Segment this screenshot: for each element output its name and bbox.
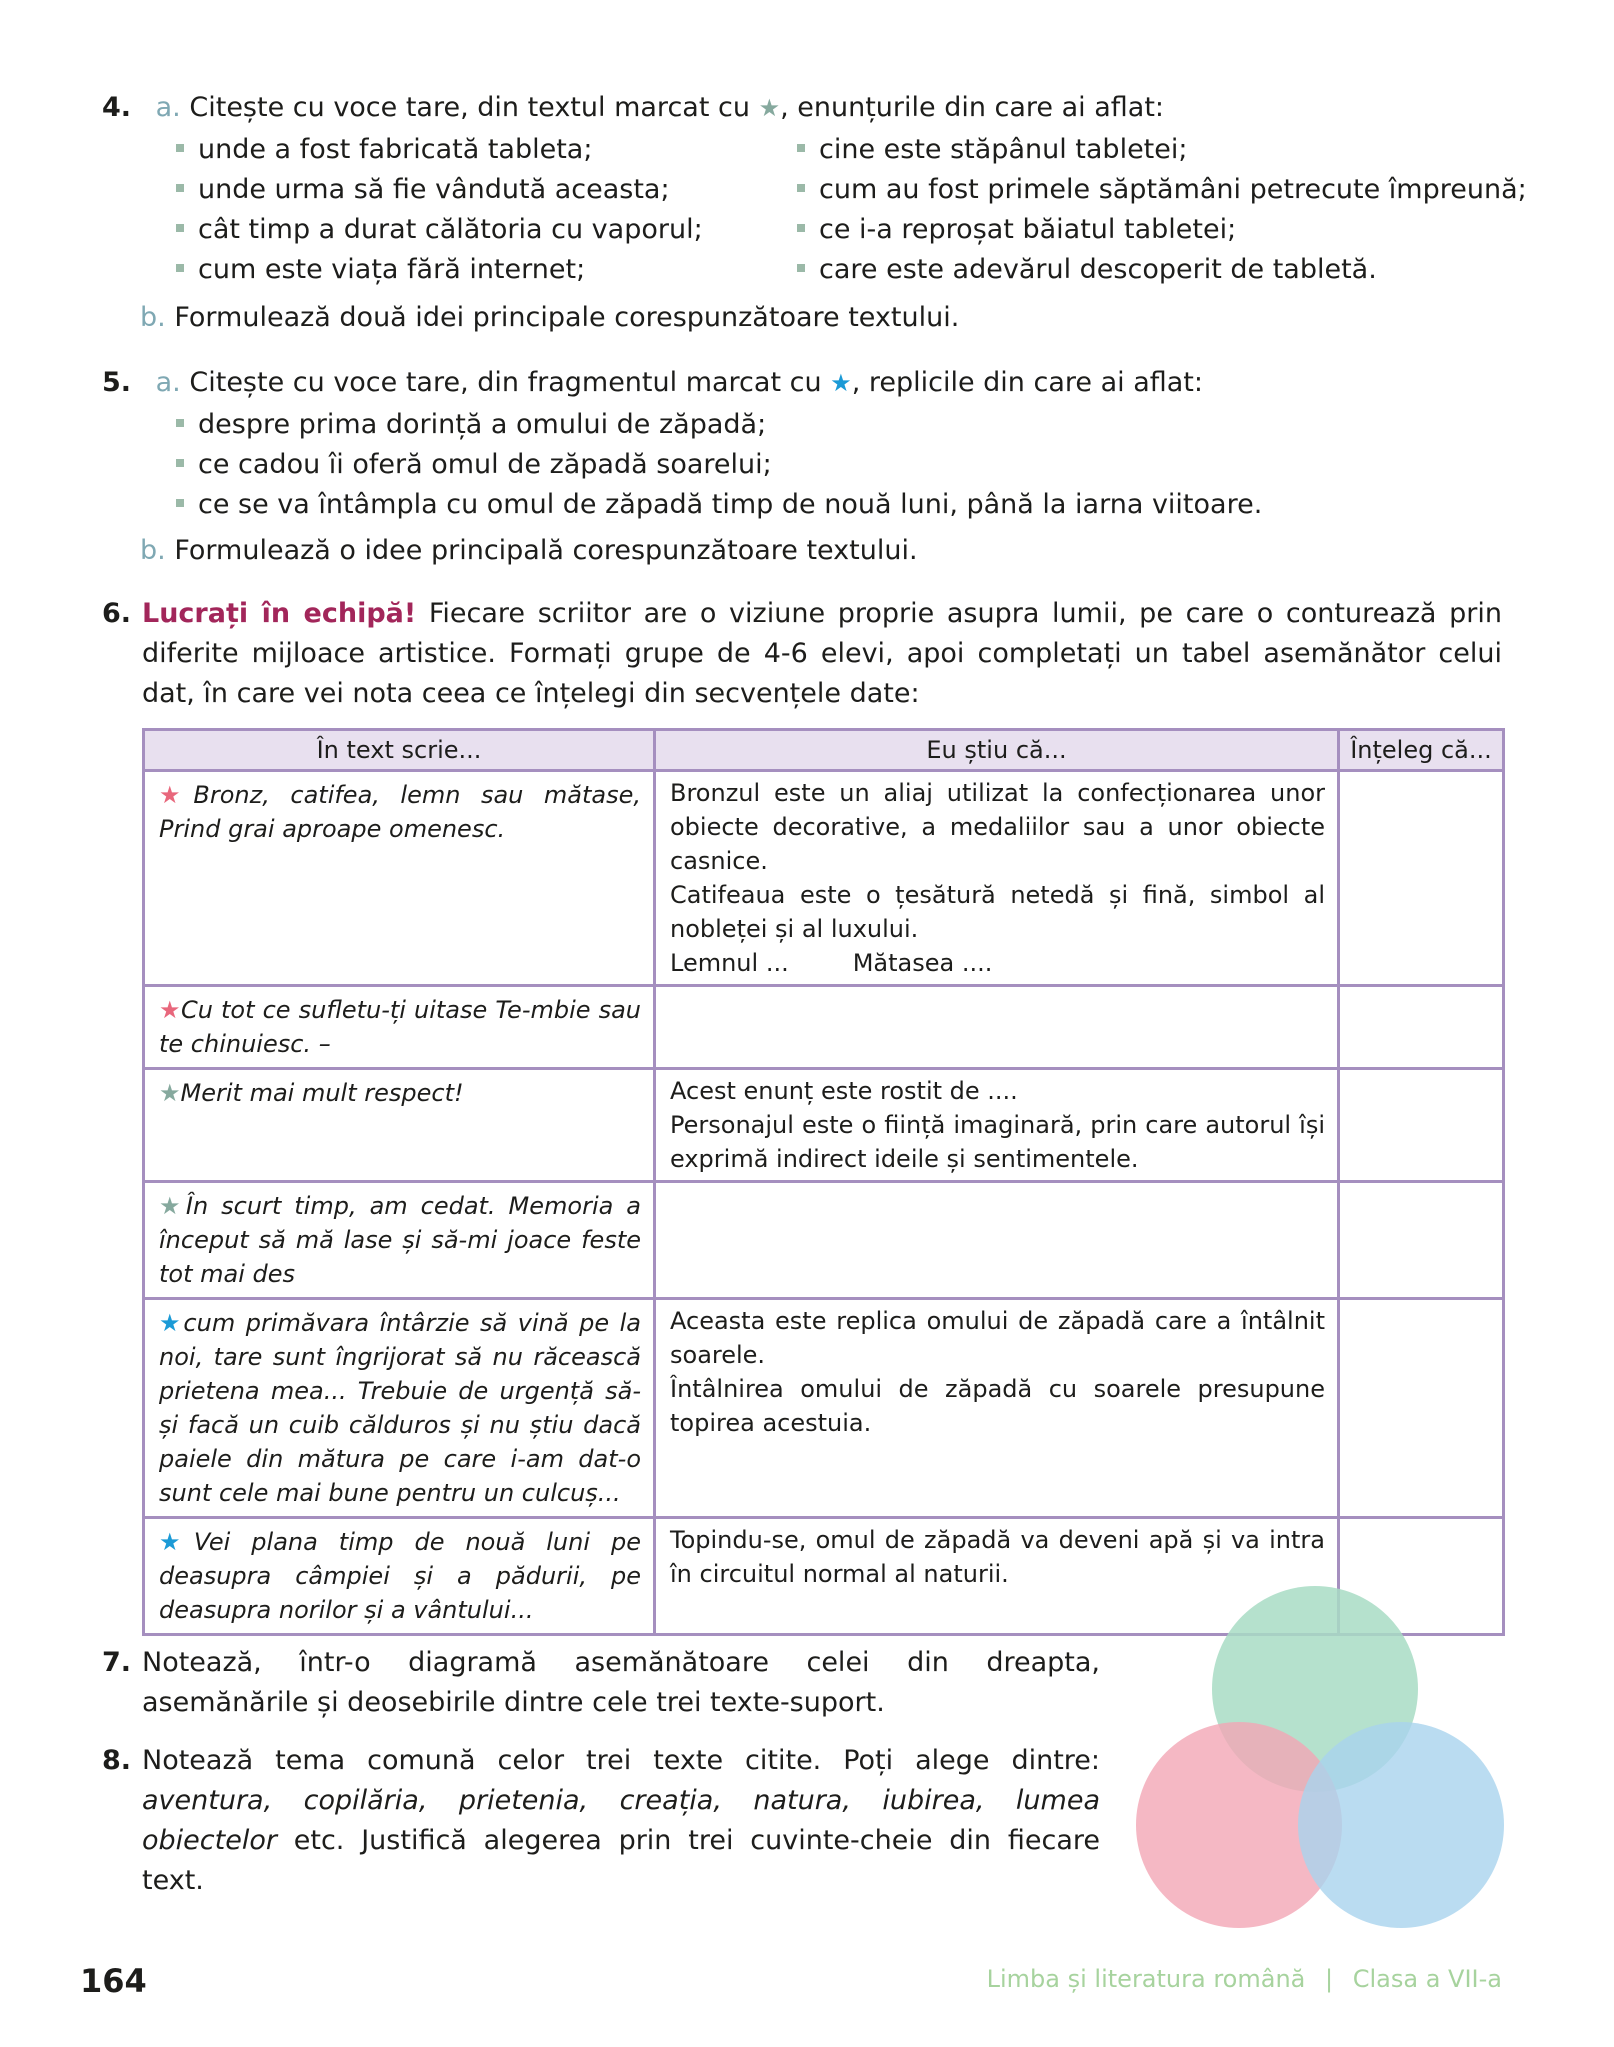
understanding-cell[interactable] bbox=[1339, 1069, 1504, 1182]
teamwork-label: Lucrați în echipă! bbox=[142, 598, 417, 629]
q7-number: 7. bbox=[102, 1647, 132, 1678]
q7-paragraph: Notează, într-o diagramă asemănătoare celei din dreapta, asemănările și deosebirile dintre cele trei texte-suport. bbox=[142, 1647, 1100, 1718]
q6-paragraph bbox=[142, 594, 1502, 714]
understanding-cell[interactable] bbox=[1339, 1182, 1504, 1299]
quote-cell: ★Bronz, catifea, lemn sau mătase, Prind grai aproape omenesc. bbox=[144, 771, 655, 986]
q4-a-letter: a. bbox=[155, 92, 181, 123]
header-in-text: În text scrie... bbox=[144, 730, 655, 771]
footer-book-title: Limba și literatura română bbox=[986, 1965, 1306, 1993]
bullet-square-icon bbox=[797, 224, 805, 232]
q5-b-text: Formulează o idee principală corespunzătoare textului. bbox=[174, 535, 918, 566]
star-blue-icon: ★ bbox=[159, 1528, 194, 1556]
list-item: despre prima dorință a omului de zăpadă; bbox=[176, 405, 1262, 445]
list-item: cât timp a durat călătoria cu vaporul; bbox=[176, 210, 703, 250]
reading-table bbox=[142, 728, 1505, 1636]
q5-number: 5. bbox=[102, 367, 132, 398]
table-row bbox=[144, 986, 1504, 1069]
table-row bbox=[144, 1069, 1504, 1182]
theme-options: aventura, copilăria, prietenia, creația, natura, iubirea, lumea obiectelor bbox=[142, 1785, 1100, 1856]
q4-right-bullet-list bbox=[797, 130, 1527, 290]
q5-a-text-after: , replicile din care ai aflat: bbox=[851, 367, 1203, 398]
bullet-square-icon bbox=[176, 264, 184, 272]
list-item: unde a fost fabricată tableta; bbox=[176, 130, 703, 170]
list-item: cum au fost primele săptămâni petrecute împreună; bbox=[797, 170, 1527, 210]
star-green-icon: ★ bbox=[159, 1079, 181, 1107]
footer-separator: | bbox=[1325, 1965, 1334, 1993]
star-blue-icon: ★ bbox=[830, 369, 852, 397]
quote-cell: ★Merit mai mult respect! bbox=[144, 1069, 655, 1182]
q4-b-letter: b. bbox=[140, 302, 166, 333]
q4-b-text: Formulează două idei principale corespunzătoare textului. bbox=[174, 302, 960, 333]
bullet-square-icon bbox=[176, 419, 184, 427]
header-i-know: Eu știu că... bbox=[655, 730, 1339, 771]
bullet-square-icon bbox=[176, 224, 184, 232]
q4-left-bullet-list bbox=[176, 130, 703, 290]
star-green-icon: ★ bbox=[758, 94, 781, 122]
q4-a-text-after: , enunțurile din care ai aflat: bbox=[780, 92, 1165, 123]
header-i-understand: Înțeleg că... bbox=[1339, 730, 1504, 771]
table-row bbox=[144, 1299, 1504, 1518]
venn-diagram bbox=[1130, 1582, 1510, 1932]
knowledge-cell: Acest enunț este rostit de .... Personajul este o ființă imaginară, prin care autorul își exprimă indirect ideile și sentimentele. bbox=[655, 1069, 1339, 1182]
table-header-row bbox=[144, 730, 1504, 771]
bullet-square-icon bbox=[797, 264, 805, 272]
list-item: care este adevărul descoperit de tabletă. bbox=[797, 250, 1527, 290]
q8-number: 8. bbox=[102, 1745, 132, 1776]
list-item: cine este stăpânul tabletei; bbox=[797, 130, 1527, 170]
knowledge-cell[interactable] bbox=[655, 1182, 1339, 1299]
bullet-square-icon bbox=[176, 459, 184, 467]
q4-b-line bbox=[140, 298, 959, 338]
bullet-square-icon bbox=[797, 184, 805, 192]
bullet-square-icon bbox=[176, 499, 184, 507]
knowledge-cell[interactable] bbox=[655, 986, 1339, 1069]
table-row bbox=[144, 1182, 1504, 1299]
understanding-cell[interactable] bbox=[1339, 986, 1504, 1069]
q4-a-text: Citește cu voce tare, din textul marcat cu bbox=[189, 92, 750, 123]
q5-bullet-list bbox=[176, 405, 1262, 525]
q5-a-letter: a. bbox=[155, 367, 181, 398]
understanding-cell[interactable] bbox=[1339, 771, 1504, 986]
q6-number: 6. bbox=[102, 598, 132, 629]
star-blue-icon: ★ bbox=[159, 1309, 184, 1337]
q5-b-line bbox=[140, 531, 918, 571]
venn-circle-right bbox=[1298, 1722, 1504, 1928]
list-item: cum este viața fără internet; bbox=[176, 250, 703, 290]
quote-cell: ★Vei plana timp de nouă luni pe deasupra câmpiei și a pădurii, pe deasupra norilor și a vântului... bbox=[144, 1518, 655, 1635]
footer-grade: Clasa a VII-a bbox=[1352, 1965, 1502, 1993]
knowledge-cell: Bronzul este un aliaj utilizat la confecționarea unor obiecte decorative, a medaliilor sau a unor obiecte casnice. Catifeaua este o țesătură netedă și fină, simbol al nobleței și al luxului. Lemnul ... Mătasea .... bbox=[655, 771, 1339, 986]
quote-cell: ★În scurt timp, am cedat. Memoria a început să mă lase și să-mi joace feste tot mai des bbox=[144, 1182, 655, 1299]
knowledge-cell: Topindu-se, omul de zăpadă va deveni apă și va intra în circuitul normal al naturii. bbox=[655, 1518, 1339, 1635]
bullet-square-icon bbox=[176, 184, 184, 192]
q6-text: Fiecare scriitor are o viziune proprie asupra lumii, pe care o conturează prin diferite mijloace artistice. Formați grupe de 4-6 elevi, apoi completați un tabel asemănător celui dat, în care vei nota ceea ce înțelegi din secvențele date: bbox=[142, 598, 1502, 709]
list-item: ce cadou îi oferă omul de zăpadă soarelui; bbox=[176, 445, 1262, 485]
footer-book-info bbox=[987, 1965, 1502, 1993]
quote-cell: ★cum primăvara întârzie să vină pe la noi, tare sunt îngrijorat să nu răcească prietena mea... Trebuie de urgență să-și facă un cuib călduros și nu știu dacă paiele din mătura pe care i-am dat-o sunt cele mai bune pentru un culcuș... bbox=[144, 1299, 655, 1518]
bullet-square-icon bbox=[797, 144, 805, 152]
q8-paragraph: Notează tema comună celor trei texte citite. Poți alege dintre: aventura, copilăria, prietenia, creația, natura, iubirea, lumea obiectelor etc. Justifică alegerea prin trei cuvinte-cheie din fiecare text. bbox=[142, 1745, 1100, 1896]
q4-a-line bbox=[102, 88, 1164, 128]
knowledge-cell: Aceasta este replica omului de zăpadă care a întâlnit soarele. Întâlnirea omului de zăpadă cu soarele presupune topirea acestuia. bbox=[655, 1299, 1339, 1518]
quote-cell: ★Cu tot ce sufletu-ți uitase Te-mbie sau te chinuiesc. – bbox=[144, 986, 655, 1069]
table-row bbox=[144, 771, 1504, 986]
q5-a-text: Citește cu voce tare, din fragmentul marcat cu bbox=[189, 367, 822, 398]
list-item: unde urma să fie vândută aceasta; bbox=[176, 170, 703, 210]
understanding-cell[interactable] bbox=[1339, 1299, 1504, 1518]
star-pink-icon: ★ bbox=[159, 996, 181, 1024]
page-number: 164 bbox=[80, 1962, 147, 2000]
list-item: ce se va întâmpla cu omul de zăpadă timp de nouă luni, până la iarna viitoare. bbox=[176, 485, 1262, 525]
star-green-icon: ★ bbox=[159, 1192, 186, 1220]
bullet-square-icon bbox=[176, 144, 184, 152]
list-item: ce i-a reproșat băiatul tabletei; bbox=[797, 210, 1527, 250]
star-pink-icon: ★ bbox=[159, 781, 194, 809]
q5-b-letter: b. bbox=[140, 535, 166, 566]
q5-a-line bbox=[102, 363, 1203, 403]
q4-number: 4. bbox=[102, 92, 132, 123]
